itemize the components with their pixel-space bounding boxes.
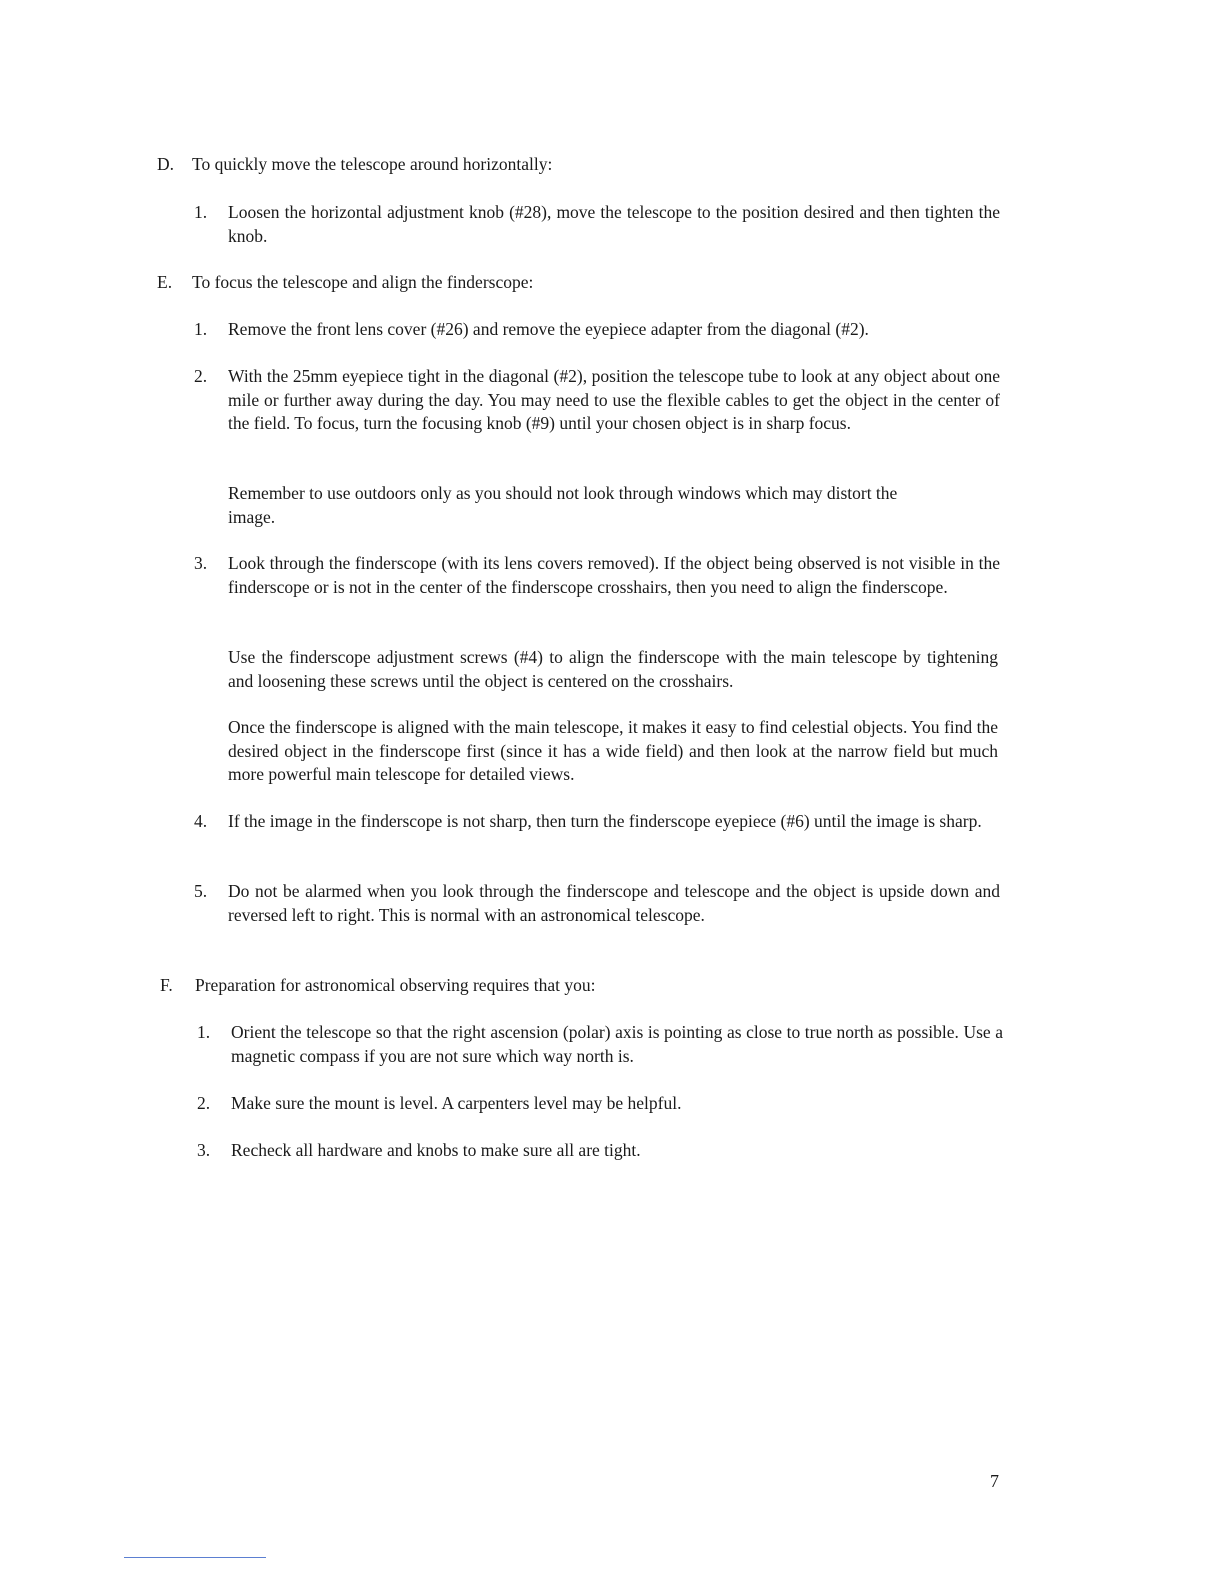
item-note: Use the finderscope adjustment screws (#4) to align the finderscope with the main telescope by tightening and loosening these screws until the object is centered on the crosshairs. <box>228 647 998 691</box>
list-item <box>194 552 1000 599</box>
item-text: Recheck all hardware and knobs to make sure all are tight. <box>231 1140 641 1160</box>
section-letter: D. <box>157 154 175 174</box>
item-number: 1. <box>194 319 208 339</box>
item-text: Orient the telescope so that the right ascension (polar) axis is pointing as close to true north as possible. Use a magnetic compass if you are not sure which way north is. <box>231 1022 1003 1066</box>
item-text: Loosen the horizontal adjustment knob (#28), move the telescope to the position desired and then tighten the knob. <box>228 202 1000 246</box>
list-item <box>197 1021 1003 1068</box>
item-text: Look through the finderscope (with its lens covers removed). If the object being observed is not visible in the finderscope or is not in the center of the finderscope crosshairs, then you need to align the finderscope. <box>228 553 1000 597</box>
list-item <box>194 880 1000 927</box>
item-note: Once the finderscope is aligned with the main telescope, it makes it easy to find celestial objects. You find the desired object in the finderscope first (since it has a wide field) and then look at the narrow field but much more powerful main telescope for detailed views. <box>228 717 998 784</box>
footnote-rule <box>124 1557 266 1558</box>
item-number: 5. <box>194 881 208 901</box>
list-item <box>194 201 1000 248</box>
item-text: With the 25mm eyepiece tight in the diagonal (#2), position the telescope tube to look at any object about one mile or further away during the day. You may need to use the flexible cables to get the object in the center of the field. To focus, turn the focusing knob (#9) until your chosen object is in sharp focus. <box>228 366 1000 433</box>
item-text: Do not be alarmed when you look through the finderscope and telescope and the object is upside down and reversed left to right. This is normal with an astronomical telescope. <box>228 881 1000 925</box>
section-letter: E. <box>157 272 173 292</box>
item-text: If the image in the finderscope is not sharp, then turn the finderscope eyepiece (#6) until the image is sharp. <box>228 811 982 831</box>
item-number: 3. <box>197 1140 211 1160</box>
item-note: Remember to use outdoors only as you should not look through windows which may distort the image. <box>228 483 898 527</box>
list-item <box>194 365 1000 436</box>
item-number: 3. <box>194 553 208 573</box>
section-f-heading <box>160 974 1010 998</box>
section-title: To quickly move the telescope around horizontally: <box>192 154 553 174</box>
item-number: 2. <box>197 1093 211 1113</box>
list-item <box>197 1139 1003 1163</box>
item-number: 2. <box>194 366 208 386</box>
item-text: Remove the front lens cover (#26) and remove the eyepiece adapter from the diagonal (#2). <box>228 319 869 339</box>
page-number: 7 <box>990 1471 999 1491</box>
section-letter: F. <box>160 975 173 995</box>
section-d-heading <box>157 153 1007 177</box>
item-number: 1. <box>197 1022 211 1042</box>
list-item <box>194 810 1000 834</box>
list-item <box>194 318 1000 342</box>
item-text: Make sure the mount is level. A carpenters level may be helpful. <box>231 1093 682 1113</box>
item-number: 1. <box>194 202 208 222</box>
section-title: Preparation for astronomical observing requires that you: <box>195 975 596 995</box>
item-number: 4. <box>194 811 208 831</box>
section-e-heading <box>157 271 1007 295</box>
section-title: To focus the telescope and align the finderscope: <box>192 272 534 292</box>
list-item <box>197 1092 1003 1116</box>
